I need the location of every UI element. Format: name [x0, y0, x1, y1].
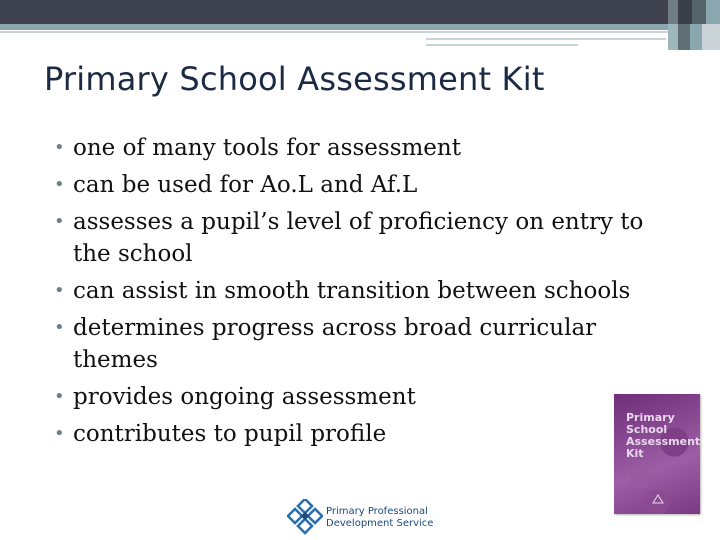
bullet-dot: •	[54, 174, 65, 195]
ppds-logo-icon	[287, 499, 323, 535]
ppds-line: Development Service	[326, 518, 434, 529]
bullet-item	[54, 132, 674, 164]
bullet-dot: •	[54, 137, 65, 158]
book-cover-title	[626, 411, 701, 460]
bullet-text: provides ongoing assessment	[73, 384, 416, 410]
slide-title: Primary School Assessment Kit	[44, 60, 545, 98]
bullet-text: can assist in smooth transition between schools	[73, 278, 631, 304]
bullet-text: one of many tools for assessment	[73, 135, 461, 161]
bullet-dot: •	[54, 211, 65, 232]
bullet-dot: •	[54, 386, 65, 407]
bullet-text: can be used for Ao.L and Af.L	[73, 172, 418, 198]
book-cover-image	[614, 394, 700, 514]
book-title-line: Primary	[626, 411, 675, 424]
ppds-logo-text	[326, 506, 433, 530]
bullet-dot: •	[54, 317, 65, 338]
header-corner-decoration	[668, 0, 720, 50]
bullet-dot: •	[54, 423, 65, 444]
header-stripe	[0, 31, 720, 33]
book-title-line: School	[626, 423, 668, 436]
book-publisher-icon	[652, 494, 664, 504]
bullet-item	[54, 206, 674, 270]
bullet-list	[54, 132, 674, 455]
bullet-text: assesses a pupil’s level of proficiency on entry to the school	[73, 209, 644, 267]
header-stripe	[426, 44, 578, 46]
header-stripe	[426, 38, 666, 40]
bullet-item	[54, 312, 674, 376]
bullet-text: determines progress across broad curricular themes	[73, 315, 597, 373]
header-band-dark	[0, 0, 720, 24]
bullet-item	[54, 275, 674, 307]
header-band-teal	[0, 24, 720, 30]
bullet-dot: •	[54, 280, 65, 301]
bullet-item	[54, 381, 674, 413]
bullet-item	[54, 418, 674, 450]
bullet-text: contributes to pupil profile	[73, 421, 387, 447]
bullet-item	[54, 169, 674, 201]
book-title-line: Kit	[626, 447, 644, 460]
ppds-line: Primary Professional	[326, 506, 428, 517]
book-title-line: Assessment	[626, 435, 701, 448]
